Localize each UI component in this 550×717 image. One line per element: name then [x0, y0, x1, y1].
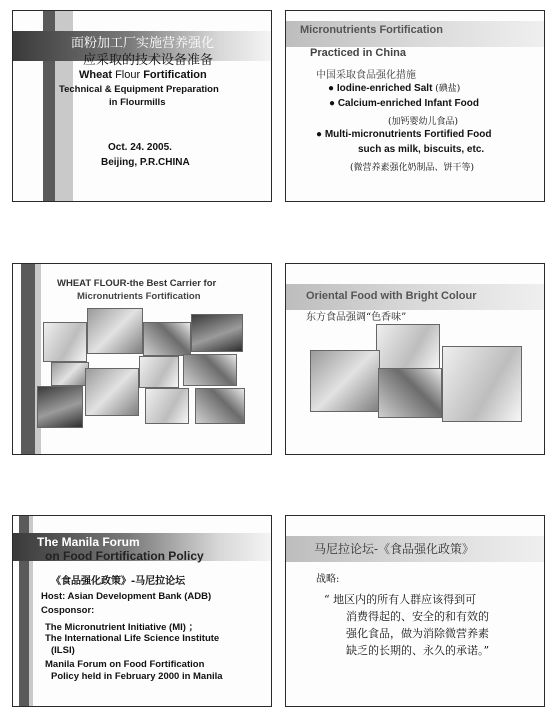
- slide-3-photo-5: [51, 362, 89, 386]
- slide-2-bullet-4: ●: [316, 129, 323, 140]
- slide-3-title-2: Micronutrients Fortification: [77, 291, 201, 302]
- slide-2-item-2-text: Calcium-enriched Infant Food: [337, 98, 479, 109]
- slide-3-photo-6: [139, 356, 179, 388]
- slide-4-subtitle: 东方食品强调“色香味”: [306, 312, 407, 323]
- slide-4-photo-1: [376, 324, 440, 370]
- slide-4: [285, 263, 545, 455]
- slide-2-bullet-1: ●: [328, 83, 335, 94]
- slide-5-mi-text: The Micronutrient Initiative (MI): [45, 622, 186, 633]
- slide-1-date: Oct. 24. 2005.: [108, 142, 172, 153]
- slide-1-title-c: Fortification: [143, 69, 207, 81]
- slide-5-cn-title: 《食品强化政策》-马尼拉论坛: [51, 576, 186, 587]
- slide-5-ilsi-1: The International Life Science Institute: [45, 633, 220, 644]
- slide-1-title-a: Wheat: [79, 69, 112, 81]
- slide-1-place: Beijing, P.R.CHINA: [101, 157, 190, 168]
- slide-2-item-1-cn: (碘盐): [435, 84, 461, 94]
- slide-3-photo-9: [85, 368, 139, 416]
- slide-2-item-4-text: Multi-micronutrients Fortified Food: [324, 129, 492, 140]
- slide-6-quote-line-2: 消费得起的、安全的和有效的: [346, 610, 489, 623]
- slide-3-title-1: WHEAT FLOUR-the Best Carrier for: [57, 278, 217, 289]
- slide-2-cn-heading: 中国采取食品强化措施: [316, 70, 416, 81]
- slide-2-item-6-cn: (微营养素强化奶制品、饼干等): [350, 163, 475, 173]
- slide-2-item-3-cn: (加钙婴幼儿食品): [388, 117, 459, 127]
- slide-5: [12, 515, 272, 707]
- slide-2-item-1: [328, 81, 460, 94]
- slide-3: [12, 263, 272, 455]
- slide-4-photo-2: [310, 350, 380, 412]
- slide-6-strategy: 战略:: [316, 574, 340, 585]
- slide-3-photo-10: [145, 388, 189, 424]
- slide-3-photo-1: [43, 322, 87, 362]
- slide-5-forum-2: Policy held in February 2000 in Manila: [51, 671, 223, 682]
- slide-6-quote-line-4: 缺乏的长期的、永久的承诺。”: [346, 644, 490, 657]
- slide-5-forum-1: Manila Forum on Food Fortification: [45, 659, 205, 670]
- slide-5-mi: [45, 619, 198, 633]
- slide-2-title-1: Micronutrients Fortification: [300, 24, 443, 36]
- slide-2-item-4: [316, 129, 491, 140]
- slide-5-cosponsor: Cosponsor:: [41, 605, 95, 616]
- slide-2-item-1-text: Iodine-enriched Salt: [336, 83, 433, 94]
- slide-4-title: Oriental Food with Bright Colour: [306, 290, 477, 302]
- slide-1: [12, 10, 272, 202]
- slide-1-cn-line-1: 面粉加工厂实施营养强化: [71, 36, 215, 51]
- slide-1-title-b: Flour: [115, 69, 141, 81]
- slide-3-photo-11: [195, 388, 245, 424]
- slide-6: [285, 515, 545, 707]
- slide-2-title-2: Practiced in China: [310, 47, 406, 59]
- slide-2: [285, 10, 545, 202]
- slide-5-mi-punct: ；: [188, 622, 199, 633]
- slide-1-cn-line-2: 应采取的技术设备准备: [83, 53, 214, 68]
- slide-1-title: [79, 69, 207, 81]
- slide-3-photo-3: [143, 322, 191, 356]
- slide-1-subtitle-2: in Flourmills: [109, 97, 166, 108]
- slide-6-quote-line-1: “ 地区内的所有人群应该得到可: [324, 593, 477, 606]
- slide-5-host: Host: Asian Development Bank (ADB): [41, 591, 212, 602]
- slide-5-title-2: on Food Fortification Policy: [45, 549, 204, 563]
- slide-3-photo-4: [191, 314, 243, 352]
- slide-3-photo-2: [87, 308, 143, 354]
- slide-3-photo-8: [37, 386, 83, 428]
- slide-2-item-2: [329, 98, 479, 109]
- slide-1-subtitle-1: Technical & Equipment Preparation: [59, 84, 219, 95]
- slide-2-bullet-2: ●: [329, 98, 336, 109]
- slide-3-dark-bar: [21, 264, 35, 454]
- slide-4-photo-3: [378, 368, 442, 418]
- slide-3-photo-7: [183, 354, 237, 386]
- slide-6-title: 马尼拉论坛-《食品强化政策》: [314, 542, 475, 556]
- slide-6-quote-line-3: 强化食品，做为消除微营养素: [346, 627, 489, 640]
- slide-2-item-5: such as milk, biscuits, etc.: [358, 144, 485, 155]
- slide-4-photo-4: [442, 346, 522, 422]
- slide-5-title-1: The Manila Forum: [37, 535, 140, 549]
- slide-5-ilsi-2: (ILSI): [51, 645, 75, 656]
